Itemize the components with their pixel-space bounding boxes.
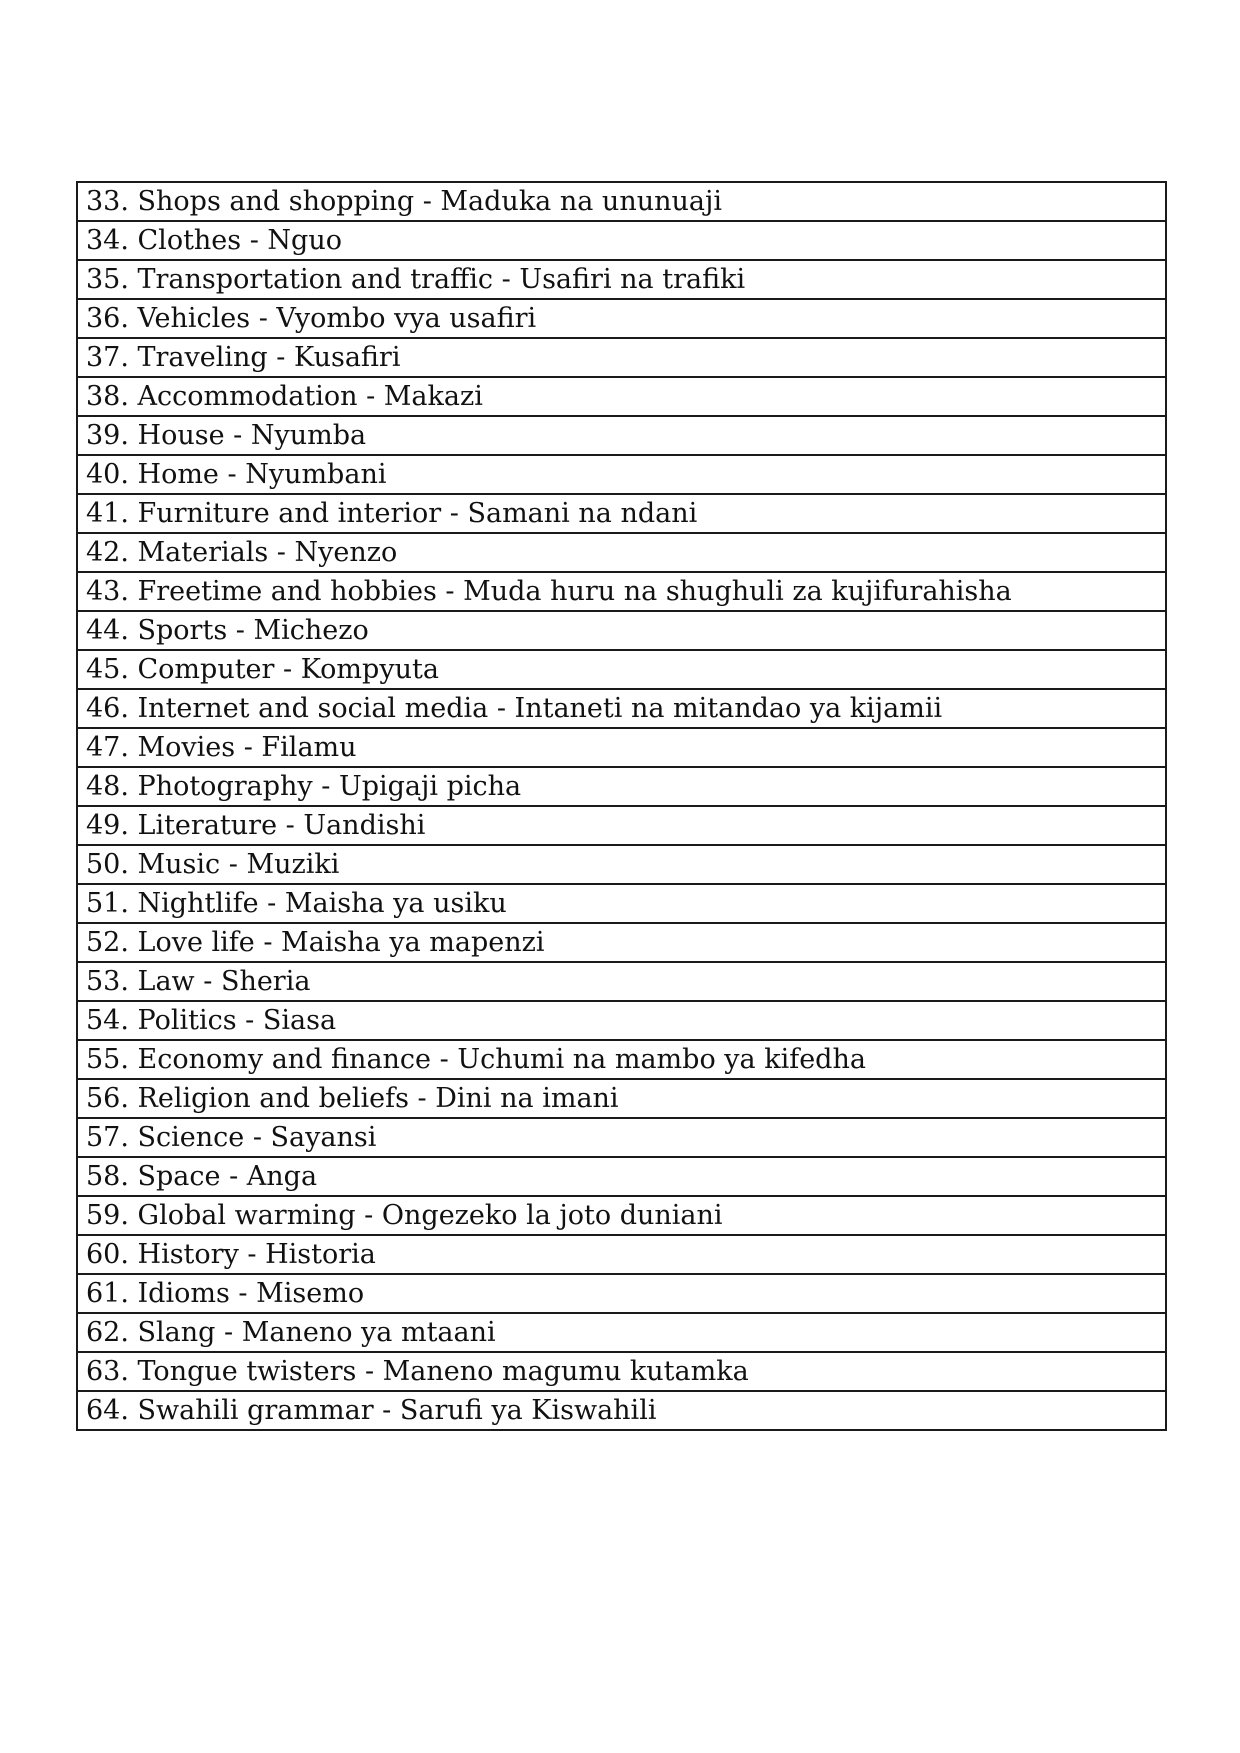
topic-cell: 45. Computer - Kompyuta bbox=[77, 650, 1166, 689]
table-row bbox=[77, 338, 1166, 377]
topic-cell: 44. Sports - Michezo bbox=[77, 611, 1166, 650]
topic-cell: 62. Slang - Maneno ya mtaani bbox=[77, 1313, 1166, 1352]
table-row bbox=[77, 1352, 1166, 1391]
table-row bbox=[77, 1196, 1166, 1235]
table-row bbox=[77, 455, 1166, 494]
table-row bbox=[77, 572, 1166, 611]
topic-cell: 43. Freetime and hobbies - Muda huru na shughuli za kujifurahisha bbox=[77, 572, 1166, 611]
table-row bbox=[77, 611, 1166, 650]
table-row bbox=[77, 1079, 1166, 1118]
topic-cell: 52. Love life - Maisha ya mapenzi bbox=[77, 923, 1166, 962]
table-row bbox=[77, 845, 1166, 884]
table-row bbox=[77, 650, 1166, 689]
table-row bbox=[77, 962, 1166, 1001]
topic-cell: 63. Tongue twisters - Maneno magumu kutamka bbox=[77, 1352, 1166, 1391]
topic-cell: 42. Materials - Nyenzo bbox=[77, 533, 1166, 572]
topic-cell: 55. Economy and finance - Uchumi na mambo ya kifedha bbox=[77, 1040, 1166, 1079]
table-row bbox=[77, 182, 1166, 221]
topic-cell: 57. Science - Sayansi bbox=[77, 1118, 1166, 1157]
table-row bbox=[77, 1235, 1166, 1274]
topic-cell: 49. Literature - Uandishi bbox=[77, 806, 1166, 845]
topic-cell: 61. Idioms - Misemo bbox=[77, 1274, 1166, 1313]
topic-list-table bbox=[76, 181, 1167, 1431]
table-row bbox=[77, 689, 1166, 728]
topic-cell: 35. Transportation and traffic - Usafiri na trafiki bbox=[77, 260, 1166, 299]
topic-cell: 50. Music - Muziki bbox=[77, 845, 1166, 884]
topic-cell: 40. Home - Nyumbani bbox=[77, 455, 1166, 494]
table-row bbox=[77, 494, 1166, 533]
table-row bbox=[77, 221, 1166, 260]
topic-cell: 36. Vehicles - Vyombo vya usafiri bbox=[77, 299, 1166, 338]
table-row bbox=[77, 1040, 1166, 1079]
table-row bbox=[77, 416, 1166, 455]
topic-cell: 48. Photography - Upigaji picha bbox=[77, 767, 1166, 806]
topic-cell: 37. Traveling - Kusafiri bbox=[77, 338, 1166, 377]
topic-cell: 64. Swahili grammar - Sarufi ya Kiswahili bbox=[77, 1391, 1166, 1430]
topic-cell: 46. Internet and social media - Intaneti na mitandao ya kijamii bbox=[77, 689, 1166, 728]
topic-cell: 41. Furniture and interior - Samani na ndani bbox=[77, 494, 1166, 533]
topic-cell: 47. Movies - Filamu bbox=[77, 728, 1166, 767]
table-row bbox=[77, 1313, 1166, 1352]
topic-cell: 38. Accommodation - Makazi bbox=[77, 377, 1166, 416]
table-row bbox=[77, 1274, 1166, 1313]
table-row bbox=[77, 767, 1166, 806]
table-row bbox=[77, 299, 1166, 338]
topic-cell: 54. Politics - Siasa bbox=[77, 1001, 1166, 1040]
topic-cell: 33. Shops and shopping - Maduka na ununuaji bbox=[77, 182, 1166, 221]
topic-cell: 34. Clothes - Nguo bbox=[77, 221, 1166, 260]
table-row bbox=[77, 728, 1166, 767]
table-row bbox=[77, 1391, 1166, 1430]
topic-cell: 51. Nightlife - Maisha ya usiku bbox=[77, 884, 1166, 923]
table-row bbox=[77, 1157, 1166, 1196]
table-row bbox=[77, 1001, 1166, 1040]
table-row bbox=[77, 884, 1166, 923]
topic-cell: 58. Space - Anga bbox=[77, 1157, 1166, 1196]
table-row bbox=[77, 260, 1166, 299]
topic-cell: 39. House - Nyumba bbox=[77, 416, 1166, 455]
table-row bbox=[77, 533, 1166, 572]
table-row bbox=[77, 923, 1166, 962]
topic-cell: 53. Law - Sheria bbox=[77, 962, 1166, 1001]
topic-cell: 56. Religion and beliefs - Dini na imani bbox=[77, 1079, 1166, 1118]
table-row bbox=[77, 1118, 1166, 1157]
topic-cell: 60. History - Historia bbox=[77, 1235, 1166, 1274]
table-row bbox=[77, 806, 1166, 845]
table-row bbox=[77, 377, 1166, 416]
topic-cell: 59. Global warming - Ongezeko la joto duniani bbox=[77, 1196, 1166, 1235]
